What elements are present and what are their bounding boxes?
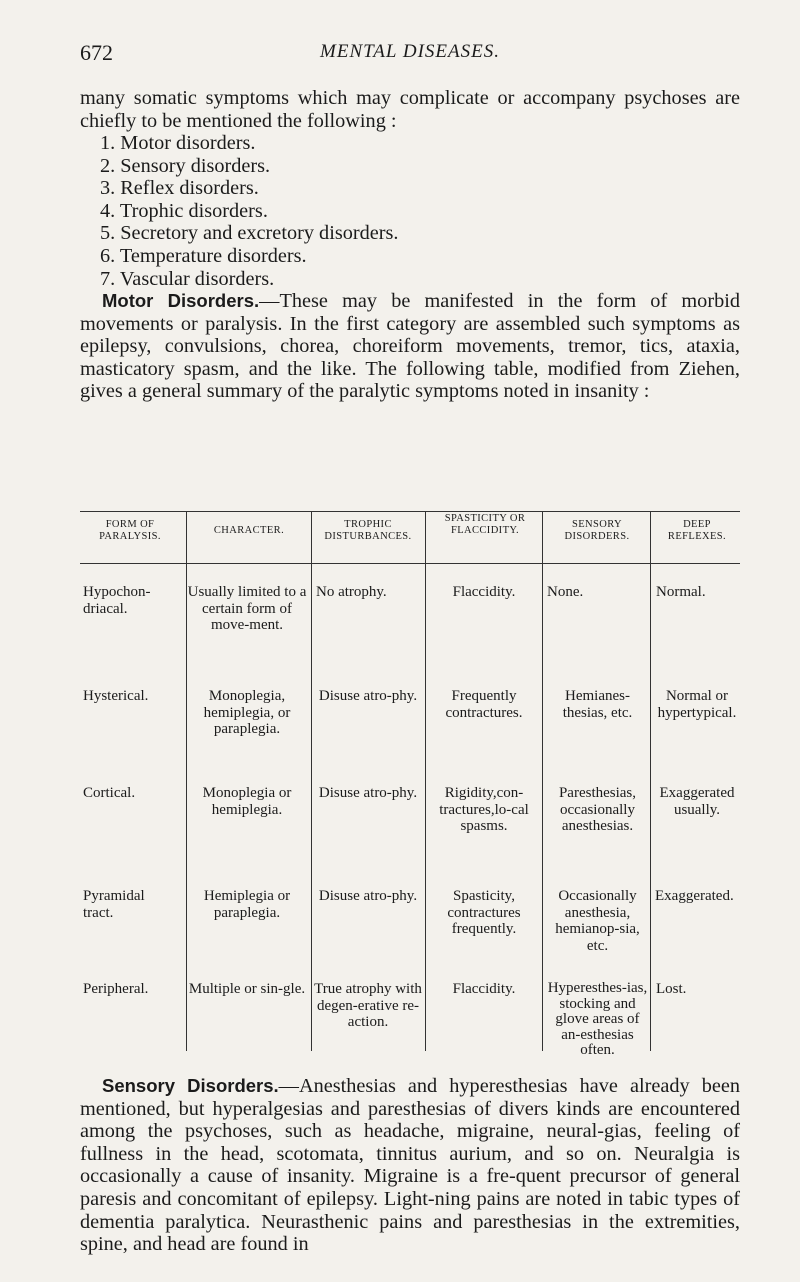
table-cell: Peripheral. — [83, 981, 149, 997]
sensory-disorders-heading: Sensory Disorders. — [102, 1075, 279, 1096]
table-cell: Disuse atro-phy. — [318, 688, 418, 704]
list-item: 4. Trophic disorders. — [100, 199, 268, 222]
table-cell: Rigidity,con-tractures,lo-cal spasms. — [439, 785, 529, 835]
table-cell: Spasticity, contractures frequently. — [447, 888, 521, 938]
page-header — [80, 40, 740, 70]
list-item: 7. Vascular disorders. — [100, 267, 275, 290]
motor-disorders-text: —These may be manifested in the form of morbid movements or paralysis. In the first category are assembled such symptoms as epilepsy, convulsions, chorea, choreiform movements, tremor, tics, ataxia, masticatory spasm, and the like. The following table, modified from Ziehen, gives a general summary of the paralytic symptoms noted in insanity : — [80, 290, 740, 403]
table-cell: Monoplegia or hemiplegia. — [202, 785, 292, 818]
intro-paragraph: many somatic symptoms which may complicate or accompany psychoses are chiefly to be mentioned the following : — [80, 87, 740, 132]
header-form-of-paralysis: FORM OF PARALYSIS. — [99, 519, 161, 542]
table-cell: Lost. — [656, 981, 687, 997]
table-cell: Hemiplegia or paraplegia. — [203, 888, 291, 921]
motor-disorders-paragraph — [80, 290, 740, 403]
table-cell: Disuse atro-phy. — [318, 785, 418, 801]
sensory-disorders-paragraph — [80, 1075, 740, 1256]
table-cell: Usually limited to a certain form of move-ment. — [187, 584, 307, 634]
table-cell: Monoplegia, hemiplegia, or paraplegia. — [203, 688, 291, 738]
motor-disorders-heading: Motor Disorders. — [102, 290, 260, 311]
table-cell: Occasionally anesthesia, hemianop-sia, etc. — [555, 888, 640, 954]
header-trophic-disturbances: TROPHIC DISTURBANCES. — [324, 519, 412, 542]
table-cell: Normal. — [656, 584, 706, 600]
table-cell: Hypochon-driacal. — [83, 584, 151, 617]
header-character: CHARACTER. — [213, 525, 285, 536]
list-item: 6. Temperature disorders. — [100, 244, 307, 267]
header-sensory-disorders: SENSORY DISORDERS. — [564, 519, 630, 542]
list-item: 3. Reflex disorders. — [100, 177, 259, 200]
page-number: 672 — [80, 40, 113, 65]
header-deep-reflexes: DEEP REFLEXES. — [667, 519, 727, 542]
table-cell: Hysterical. — [83, 688, 149, 704]
table-cell: Disuse atro-phy. — [318, 888, 418, 904]
column-divider — [311, 511, 312, 1051]
table-cell: Exaggerated. — [655, 888, 734, 904]
table-cell: None. — [547, 584, 584, 600]
table-header-rule — [80, 563, 740, 564]
sensory-disorders-text: —Anesthesias and hyperesthesias have already been mentioned, but hyperalgesias and paresthesias of divers kinds are encountered among the psychoses, such as headache, migraine, neural-gias, feeling of fullness in the head, scotomata, tinnitus aurium, and so on. Neuralgia is occasionally a cause of insanity. Migraine is a fre-quent precursor of general paresis and concomitant of epilepsy. Light-ning pains are noted in tabic types of dementia paralytica. Neurasthenic pains and paresthesias in the extremities, spine, and head are found in — [80, 1075, 741, 1256]
table-cell: Multiple or sin-gle. — [188, 981, 306, 997]
running-title: MENTAL DISEASES. — [320, 41, 500, 62]
table-cell: Flaccidity. — [452, 981, 516, 997]
list-item: 5. Secretory and excretory disorders. — [100, 222, 399, 245]
table-cell: Exaggerated usually. — [659, 785, 735, 818]
table-cell: No atrophy. — [316, 584, 387, 600]
table-cell: Hemianes-thesias, etc. — [562, 688, 633, 721]
list-item: 2. Sensory disorders. — [100, 154, 271, 177]
list-item: 1. Motor disorders. — [100, 132, 256, 154]
table-cell: Cortical. — [83, 785, 136, 801]
table-cell: Hyperesthes-ias, stocking and glove areas of an-esthesias often. — [547, 980, 648, 1059]
table-cell: True atrophy with degen-erative re-action. — [314, 981, 422, 1031]
table-cell: Flaccidity. — [452, 584, 516, 600]
header-spasticity: SPASTICITY OR FLACCIDITY. — [444, 513, 526, 536]
table-cell: Normal or hypertypical. — [657, 688, 737, 721]
table-cell: Paresthesias, occasionally anesthesias. — [558, 785, 637, 835]
table-top-rule — [80, 511, 740, 512]
paralysis-summary-table — [80, 511, 740, 1059]
table-cell: Frequently contractures. — [445, 688, 523, 721]
table-cell: Pyramidal tract. — [83, 888, 145, 921]
column-divider — [542, 511, 543, 1051]
disorder-list — [100, 132, 398, 290]
